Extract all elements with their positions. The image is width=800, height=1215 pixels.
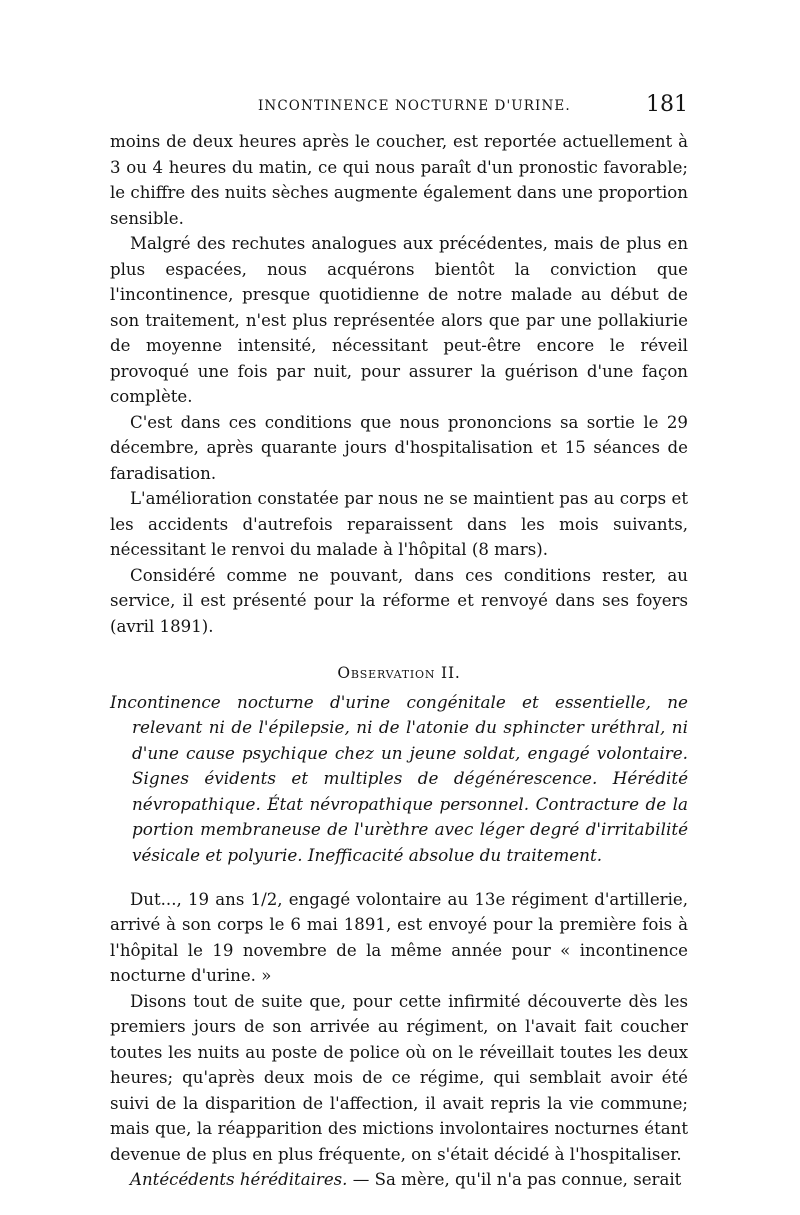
paragraph: Considéré comme ne pouvant, dans ces conditions rester, au service, il est présenté pour la réforme et renvoyé dans ses foyers (avril 1891). bbox=[110, 565, 688, 636]
paragraph: Dut..., 19 ans 1/2, engagé volontaire au 13e régiment d'artillerie, arrivé à son corps le 6 mai 1891, est envoyé pour la première fois à l'hôpital le 19 novembre de la même année pour « incontinence nocturne d'urine. » bbox=[110, 889, 688, 986]
paragraph: Malgré des rechutes analogues aux précédentes, mais de plus en plus espacées, nous acquérons bientôt la conviction que l'incontinence, presque quotidienne de notre malade au début de son traitement, n'est plus représentée alors que par une pollakiurie de moyenne intensité, nécessitant peut-être encore le réveil provoqué une fois par nuit, pour assurer la guérison d'une façon complète. bbox=[110, 234, 688, 406]
page-number: 181 bbox=[646, 92, 688, 117]
page-header bbox=[110, 92, 688, 122]
paragraph: moins de deux heures après le coucher, est reportée actuellement à 3 ou 4 heures du matin, ce qui nous paraît d'un pronostic favorable; le chiffre des nuits sèches augmente également dans une proportion sensible. bbox=[110, 132, 688, 228]
paragraph: C'est dans ces conditions que nous prononcions sa sortie le 29 décembre, après quarante jours d'hospitalisation et 15 séances de faradisation. bbox=[110, 412, 688, 483]
page-body bbox=[110, 129, 688, 1193]
paragraph: Disons tout de suite que, pour cette infirmité découverte dès les premiers jours de son arrivée au régiment, on l'avait fait coucher toutes les nuits au poste de police où on le réveillait toutes les deux heures; qu'après deux mois de ce régime, qui semblait avoir été suivi de la disparition de l'affection, il avait repris la vie commune; mais que, la réapparition des mictions involontaires nocturnes étant devenue de plus en plus fréquente, on s'était décidé à l'hospitaliser. bbox=[110, 991, 688, 1164]
running-title: INCONTINENCE NOCTURNE D'URINE. bbox=[258, 98, 571, 114]
observation-summary: Incontinence nocturne d'urine congénitale et essentielle, ne relevant ni de l'épilepsie, ni de l'atonie du sphincter uréthral, ni d'une cause psychique chez un jeune soldat, engagé volontaire. Signes évidents et multiples de dégénérescence. Hérédité névropathique. État névropathique personnel. Contracture de la portion membraneuse de l'urèthre avec léger degré d'irritabilité vésicale et polyurie. Inefficacité absolue du traitement. bbox=[110, 691, 688, 866]
paragraph: L'amélioration constatée par nous ne se maintient pas au corps et les accidents d'autrefois reparaissent dans les mois suivants, nécessitant le renvoi du malade à l'hôpital (8 mars). bbox=[110, 489, 688, 559]
subheading: Antécédents héréditaires. bbox=[130, 1170, 348, 1190]
paragraph-text: — Sa mère, qu'il n'a pas connue, serait bbox=[347, 1170, 682, 1190]
observation-title: Observation II. bbox=[337, 664, 461, 682]
paragraph bbox=[110, 1167, 688, 1193]
